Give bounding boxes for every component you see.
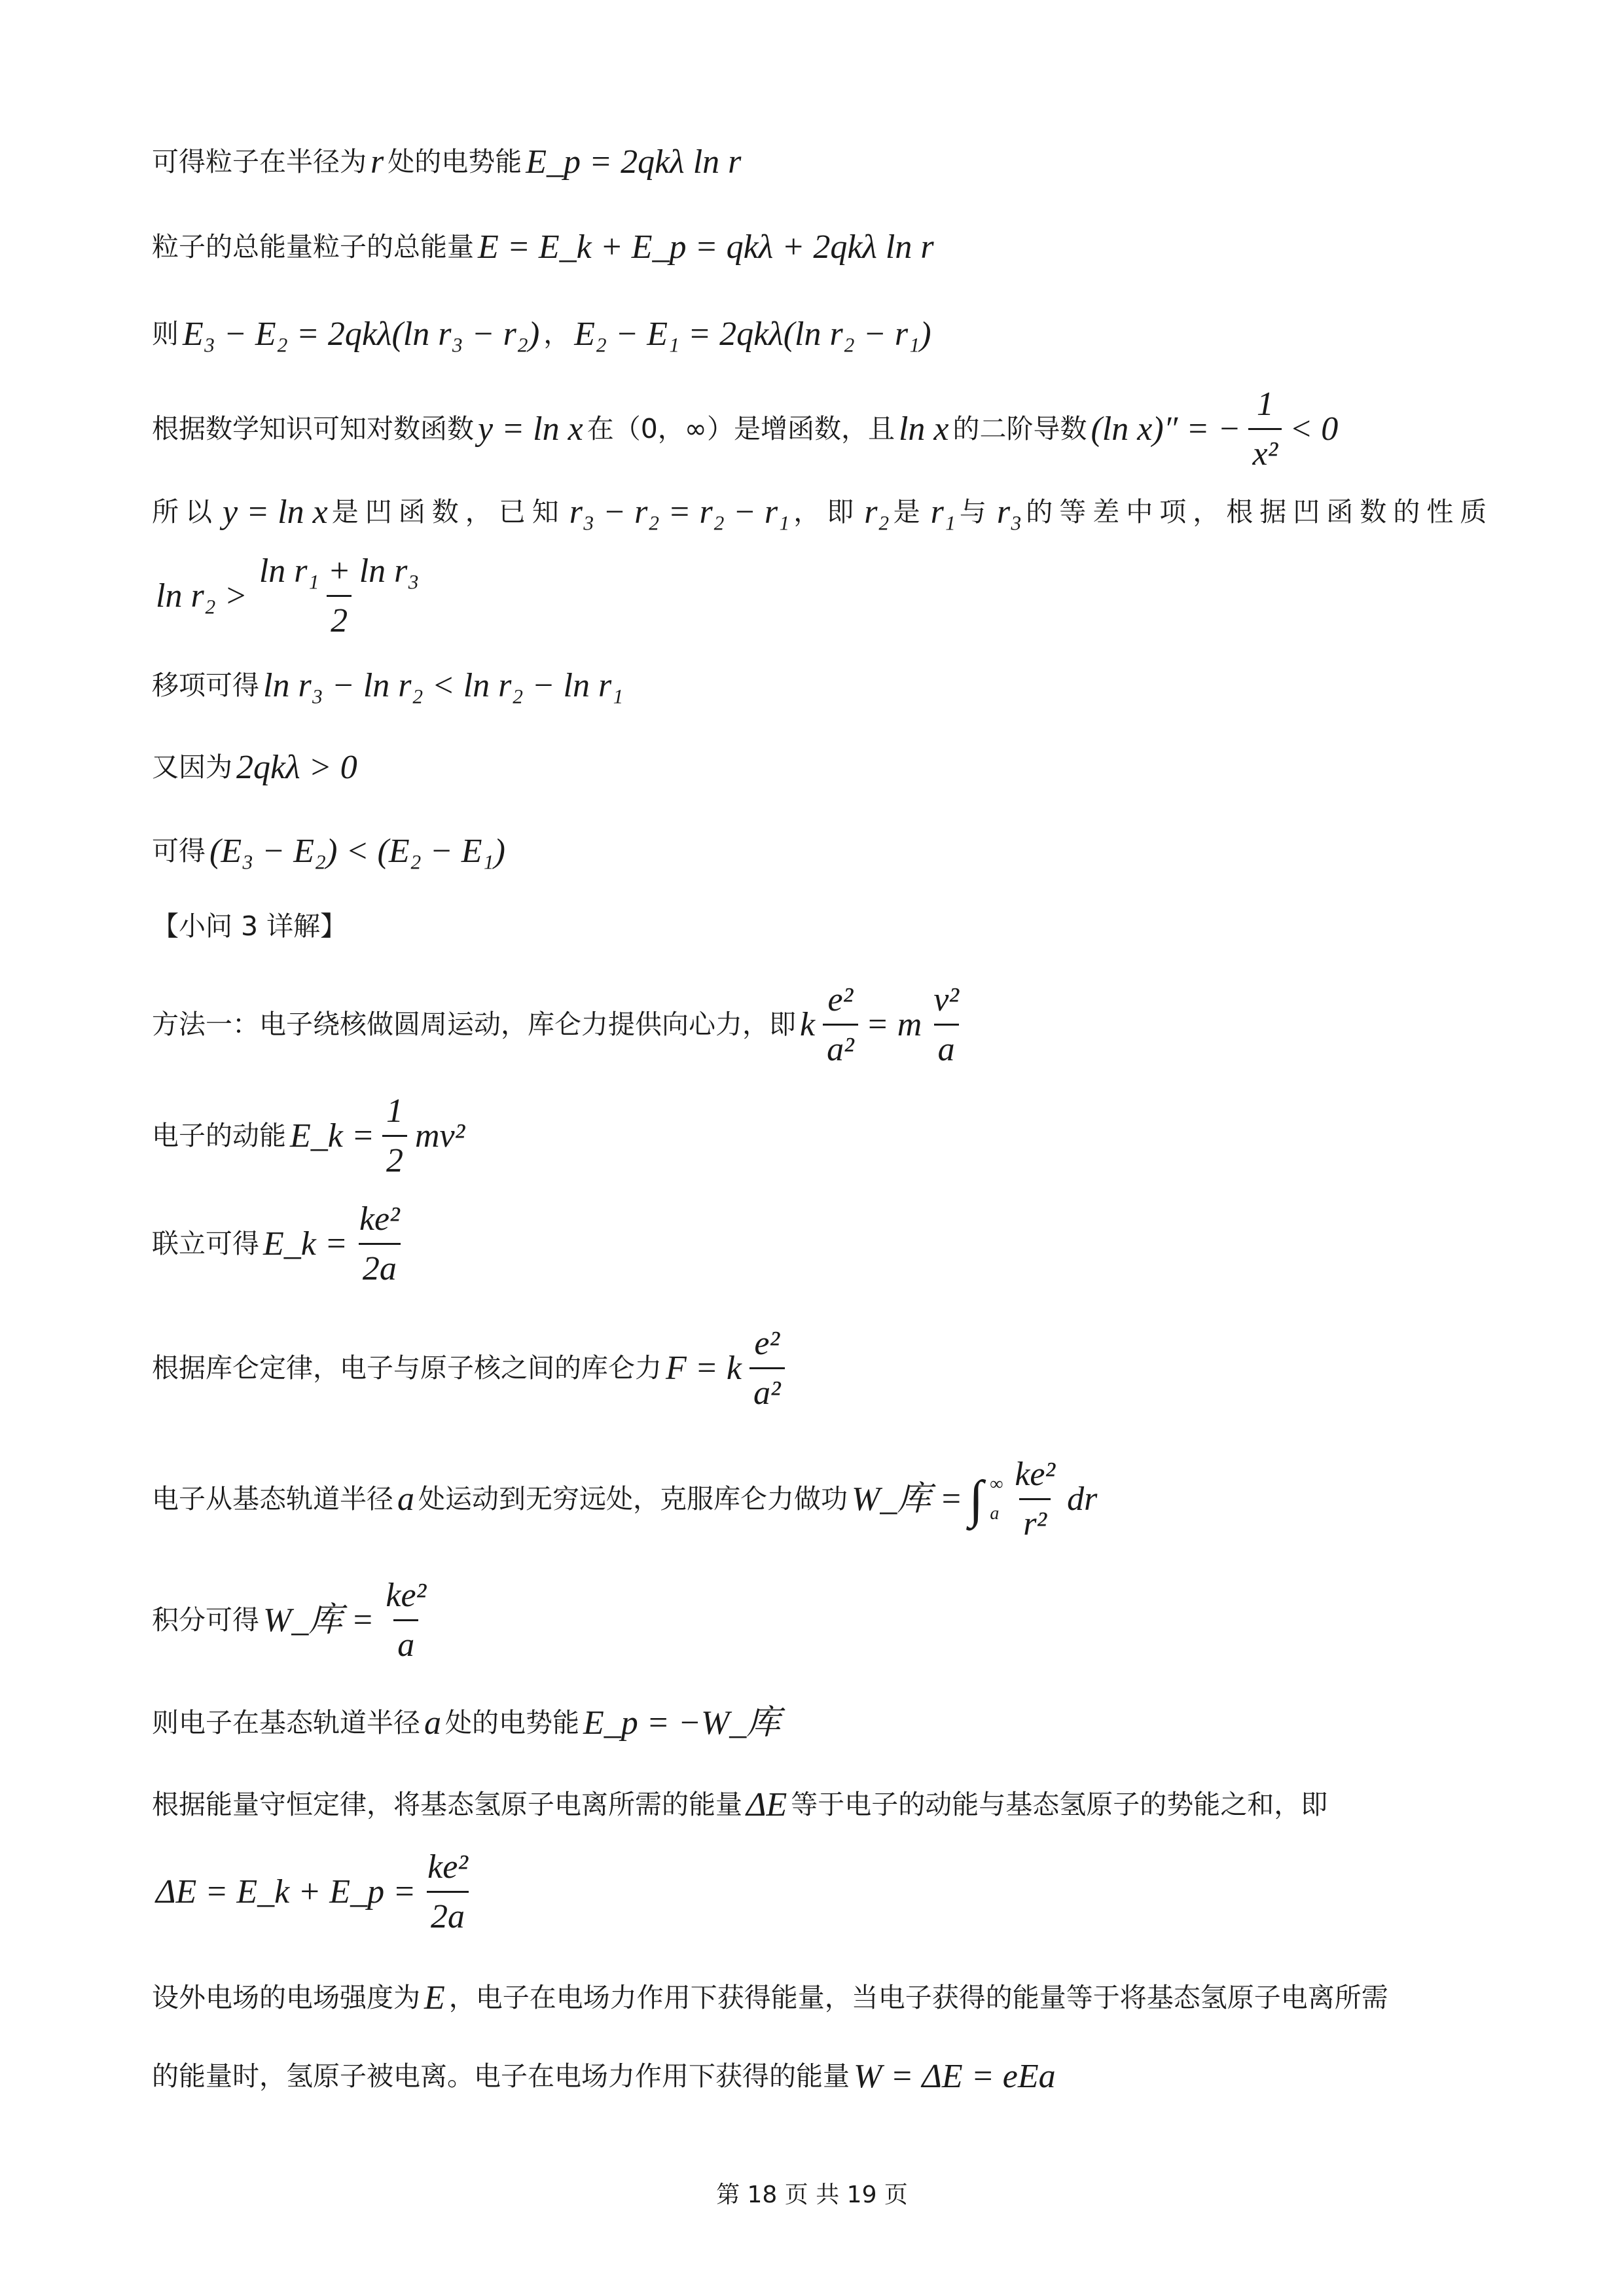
line-16: 积分可得 W_库 = $\frac{\text{ke²}}{a}$ (152, 1574, 1474, 1666)
fraction: $\frac{\text{ke²}}{\text{r²}}$ (1011, 1453, 1059, 1545)
equation: 2qkλ > 0 (236, 749, 357, 786)
line-6: ln r₂ > $\frac{\text{ln r₁ + ln r₃}}{2}$ (152, 550, 1474, 642)
line-20: 设外电场的电场强度为 E ，电子在电场力作用下获得能量，当电子获得的能量等于将基态氢原子电离所需 (152, 1979, 1388, 2017)
equation: E₃ − E₂ = 2qkλ(ln r₃ − r₂) (183, 315, 540, 353)
line-18: 根据能量守恒定律，将基态氢原子电离所需的能量 ΔE 等于电子的动能与基态氢原子的势能之和，即 (152, 1786, 1328, 1823)
fraction: $\frac{1}{\text{x²}}$ (1248, 383, 1282, 475)
fraction: $\frac{\text{ln r₁ + ln r₃}}{2}$ (255, 550, 424, 642)
line-14: 根据库仑定律，电子与原子核之间的库仑力 F = k $\frac{\text{e²}}{\text{a²}}$ (152, 1322, 1474, 1414)
line-13: 联立可得 E_k = $\frac{\text{ke²}}{2a}$ (152, 1198, 1474, 1290)
fraction: $\frac{1}{2}$ (382, 1090, 407, 1182)
equation: E_p = −W_库 (583, 1704, 781, 1742)
line-3: 则 E₃ − E₂ = 2qkλ(ln r₃ − r₂) ， E₂ − E₁ = 2qkλ(ln r₂ − r₁) (152, 313, 1474, 355)
integral-limits: ∞ a (990, 1473, 1003, 1524)
integral-sign: ∫ (969, 1470, 984, 1528)
line-5: 所以 y = ln x 是凹函数，已知 r₃ − r₂ = r₂ − r₁ ，即 r₂ 是 r₁ 与 r₃ 的等差中项，根据凹函数的性质 (152, 493, 1494, 531)
line-9: 可得 (E₃ − E₂) < (E₂ − E₁) (152, 830, 1474, 872)
line-15: 电子从基态轨道半径 a 处运动到无穷远处，克服库仑力做功 W_库 = ∫ ∞ a $\frac{\text{ke²}}{\text{r²}}$ dr (152, 1453, 1474, 1545)
line-19: ΔE = E_k + E_p = $\frac{\text{ke²}}{2a}$ (152, 1846, 1474, 1938)
fraction: $\frac{\text{ke²}}{2a}$ (355, 1198, 404, 1290)
line-17: 则电子在基态轨道半径 a 处的电势能 E_p = −W_库 (152, 1702, 1474, 1744)
equation: E₂ − E₁ = 2qkλ(ln r₂ − r₁) (574, 315, 931, 353)
equation: ln r₃ − ln r₂ < ln r₂ − ln r₁ (263, 667, 624, 704)
equation: W = ΔE = eEa (854, 2058, 1056, 2095)
line-21: 的能量时，氢原子被电离。电子在电场力作用下获得的能量 W = ΔE = eEa (152, 2055, 1474, 2098)
line-11: 方法一：电子绕核做圆周运动，库仑力提供向心力，即 k $\frac{\text{e²}}{\text{a²}}$ = m $\frac{\text{v²}}{a}$ (152, 978, 1474, 1071)
fraction: $\frac{\text{ke²}}{2a}$ (424, 1846, 472, 1938)
section-heading: 【小问 3 详解】 (152, 910, 348, 942)
line-8: 又因为 2qkλ > 0 (152, 746, 1474, 789)
fraction: $\frac{\text{e²}}{\text{a²}}$ (823, 978, 858, 1071)
fraction: $\frac{\text{ke²}}{a}$ (382, 1574, 430, 1666)
fraction: $\frac{\text{v²}}{a}$ (929, 978, 963, 1071)
line-1: 可得粒子在半径为 r 处的电势能 E_p = 2qkλ ln r (152, 141, 1474, 183)
fraction: $\frac{\text{e²}}{\text{a²}}$ (749, 1322, 785, 1414)
equation: E_p = 2qkλ ln r (526, 143, 742, 181)
line-12: 电子的动能 E_k = $\frac{1}{2}$ mv² (152, 1090, 1474, 1182)
equation: (E₃ − E₂) < (E₂ − E₁) (209, 833, 505, 870)
line-7: 移项可得 ln r₃ − ln r₂ < ln r₂ − ln r₁ (152, 664, 1474, 707)
equation: E = E_k + E_p = qkλ + 2qkλ ln r (478, 228, 934, 266)
line-4: 根据数学知识可知对数函数 y = ln x 在（0，∞）是增函数，且 ln x 的二阶导数 (ln x)″ = − $\frac{1}{\text{x²}}$ < 0 (152, 383, 1474, 475)
line-2: 粒子的总能量粒子的总能量 E = E_k + E_p = qkλ + 2qkλ ln r (152, 226, 1474, 268)
page-footer: 第 18 页 共 19 页 (716, 2181, 908, 2208)
